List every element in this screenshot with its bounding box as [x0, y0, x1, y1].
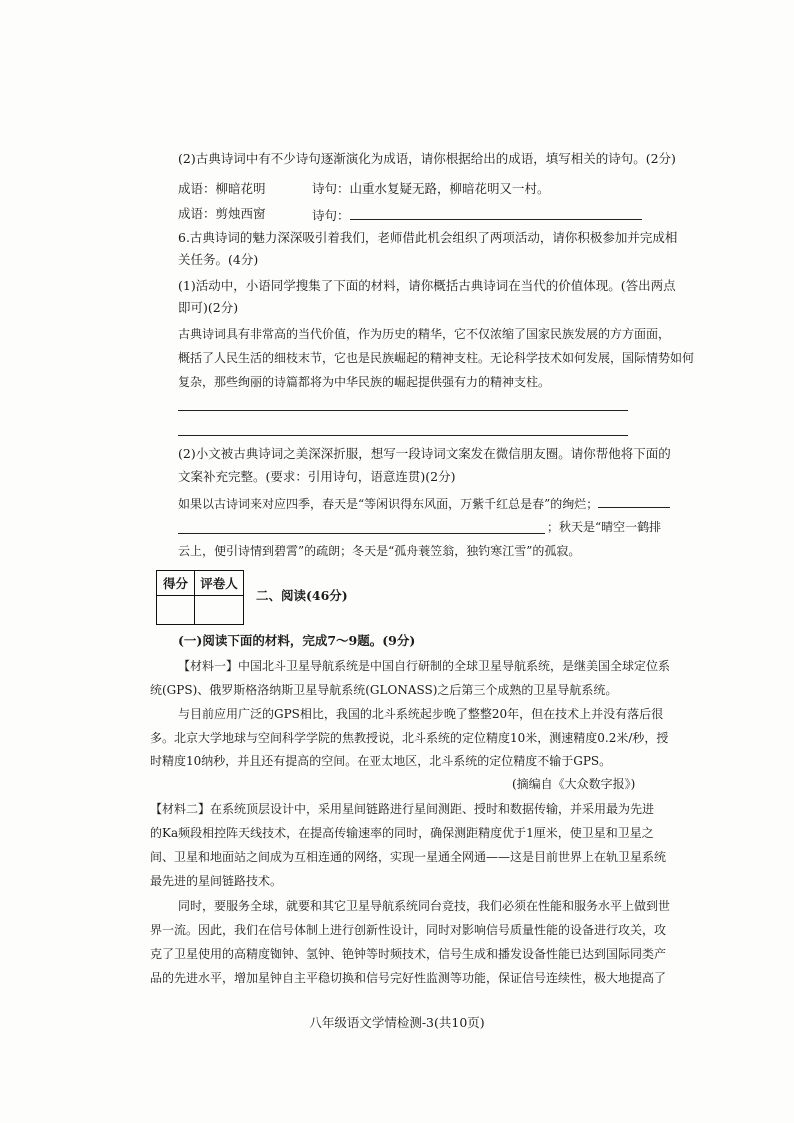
poem-2-row	[312, 205, 642, 225]
answer-line-2[interactable]	[178, 435, 628, 436]
copy-line-1: 如果以古诗词来对应四季，春天是“等闲识得东风面，万紫千红总是春”的绚烂；	[178, 497, 599, 511]
m1-line-1: 【材料一】中国北斗卫星导航系统是中国自行研制的全球卫星导航系统，是继美国全球定位系	[178, 659, 671, 673]
copy-line-3: 云上，便引诗情到碧霄”的疏朗；冬天是“孤舟蓑笠翁，独钓寒江雪”的孤寂。	[178, 544, 581, 558]
grader-header: 评卷人	[195, 571, 244, 596]
summer-answer-blank-start[interactable]	[598, 493, 670, 508]
m2-line-8: 品的先进水平，增加星钟自主平稳切换和信号完好性监测等功能，保证信号连续性，极大地提高了	[150, 971, 667, 985]
poem-1-answer: 诗句：山重水复疑无路，柳暗花明又一村。	[312, 181, 550, 196]
m1-line-2: 统(GPS)、俄罗斯格洛纳斯卫星导航系统(GLONASS)之后第三个成熟的卫星导航系统。	[150, 683, 618, 697]
q5-2-prompt: (2)古典诗词中有不少诗句逐渐演化为成语，请你根据给出的成语，填写相关的诗句。(2分)	[178, 151, 676, 166]
q6-part2-line-1: (2)小文被古典诗词之美深深折服，想写一段诗词文案发在微信朋友圈。请你帮他将下面的	[178, 446, 671, 461]
copy-line-2: ；秋天是“晴空一鹤排	[547, 520, 662, 534]
poem-2-answer-blank[interactable]	[350, 205, 642, 220]
q6-stem-line-2: 关任务。(4分)	[178, 252, 259, 267]
answer-line-1[interactable]	[178, 410, 628, 411]
score-table	[156, 570, 244, 625]
material-line-1: 古典诗词具有非常高的当代价值，作为历史的精华，它不仅浓缩了国家民族发展的方方面面，	[178, 327, 671, 341]
copy-line-1-row	[178, 493, 670, 513]
score-cell[interactable]	[157, 596, 195, 625]
q6-stem-line-1: 6.古典诗词的魅力深深吸引着我们，老师借此机会组织了两项活动，请你积极参加并完成相	[178, 230, 678, 245]
material-line-2: 概括了人民生活的细枝末节，它也是民族崛起的精神支柱。无论科学技术如何发展，国际情势如何	[178, 351, 695, 365]
m1-line-4: 多。北京大学地球与空间科学学院的焦教授说，北斗系统的定位精度10米，测速精度0.2米/秒，授	[150, 731, 669, 745]
idiom-1-label: 成语：柳暗花明	[178, 181, 266, 196]
m2-line-7: 克了卫星使用的高精度铷钟、氢钟、铯钟等时频技术，信号生成和播发设备性能已达到国际同类产	[150, 947, 667, 961]
m1-source: (摘编自《大众数字报》)	[512, 777, 636, 791]
m1-line-5: 时精度10纳秒，并且还有提高的空间。在亚太地区，北斗系统的定位精度不输于GPS。	[150, 754, 612, 768]
m2-line-4: 最先进的星间链路技术。	[150, 874, 283, 888]
m2-line-2: 的Ka频段相控阵天线技术，在提高传输速率的同时，确保测距精度优于1厘米，使卫星和卫星之	[150, 826, 654, 840]
score-header: 得分	[157, 571, 195, 596]
q6-part2-line-2: 文案补充完整。(要求：引用诗句，语意连贯)(2分)	[178, 469, 456, 484]
m2-line-1: 【材料二】在系统顶层设计中，采用星间链路进行星间测距、授时和数据传输，并采用最为先进	[150, 802, 655, 816]
m2-line-5: 同时，要服务全球，就要和其它卫星导航系统同台竞技，我们必须在性能和服务水平上做到世	[178, 899, 671, 913]
grader-cell[interactable]	[195, 596, 244, 625]
page-footer: 八年级语文学情检测-3(共10页)	[309, 1015, 485, 1030]
summer-answer-blank[interactable]	[178, 533, 545, 534]
material-line-3: 复杂，那些绚丽的诗篇都将为中华民族的崛起提供强有力的精神支柱。	[178, 375, 551, 389]
m2-line-3: 间、卫星和地面站之间成为互相连通的网络，实现一星通全网通——这是目前世界上在轨卫星系统	[150, 850, 667, 864]
q6-part1-line-1: (1)活动中，小语同学搜集了下面的材料，请你概括古典诗词在当代的价值体现。(答出两点	[178, 278, 676, 293]
reading-1-title: (一)阅读下面的材料，完成7～9题。(9分)	[178, 633, 416, 648]
m1-line-3: 与目前应用广泛的GPS相比，我国的北斗系统起步晚了整整20年，但在技术上并没有落后很	[178, 707, 664, 721]
q6-part1-line-2: 即可)(2分)	[178, 300, 239, 315]
section-2-title: 二、阅读(46分)	[256, 588, 348, 603]
poem-2-label: 诗句：	[312, 208, 350, 223]
m2-line-6: 界一流。因此，我们在信号体制上进行创新性设计，同时对影响信号质量性能的设备进行攻关，攻	[150, 923, 667, 937]
idiom-2-label: 成语：剪烛西窗	[178, 206, 266, 221]
